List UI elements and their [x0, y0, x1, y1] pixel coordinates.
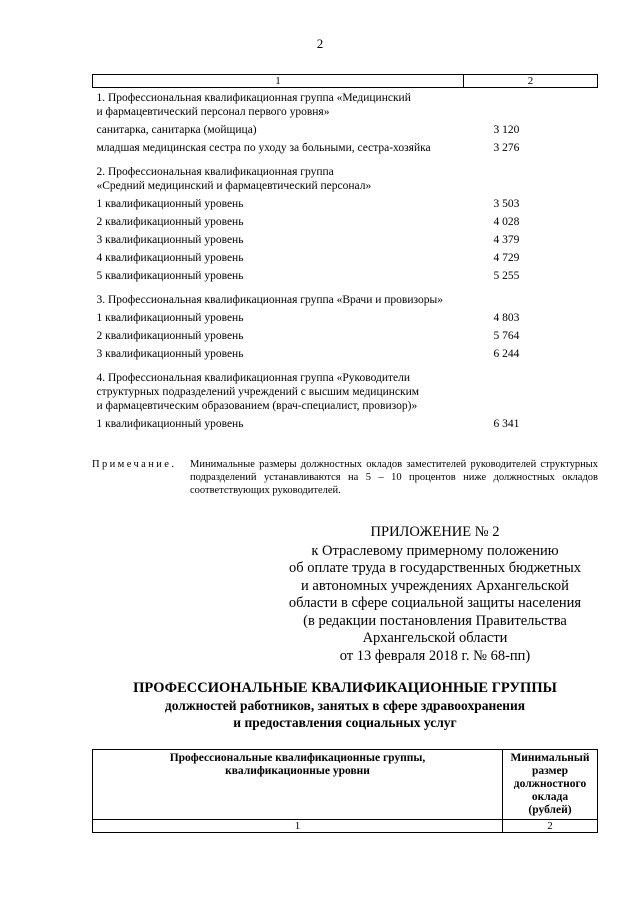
group-title-row: [93, 361, 598, 413]
group-title-line: 3. Профессиональная квалификационная группа «Врачи и провизоры»: [96, 294, 443, 306]
salary-value: 5 764: [493, 330, 520, 342]
group-title-line: и фармацевтическим образованием (врач-специалист, провизор)»: [96, 400, 418, 412]
header-line: квалификационные уровни: [225, 765, 370, 777]
heading-line-2: должностей работников, занятых в сфере здравоохранения: [164, 698, 526, 713]
qualification-label: 1 квалификационный уровень: [96, 418, 244, 430]
qualification-label: 3 квалификационный уровень: [96, 348, 244, 360]
groups-table: [92, 749, 598, 833]
header-groups-levels: [93, 750, 503, 820]
group-title-value: [464, 88, 598, 120]
group-title-line: 2. Профессиональная квалификационная группа: [96, 166, 334, 178]
salary-value: 4 379: [493, 234, 520, 246]
group-title: [93, 155, 464, 193]
appendix-line: и автономных учреждениях Архангельской: [301, 577, 569, 594]
salary-value: 4 729: [493, 252, 520, 264]
group-title: [93, 283, 464, 307]
column-number-2: 2: [464, 75, 598, 88]
column-number-row: [93, 820, 598, 833]
header-line: (рублей): [528, 804, 572, 816]
heading-line-3: и предоставления социальных услуг: [233, 715, 457, 730]
salary-value: 3 503: [493, 198, 520, 210]
qualification-label: 1 квалификационный уровень: [96, 312, 244, 324]
table-row: [93, 247, 598, 265]
appendix-line: Архангельской области: [362, 630, 508, 646]
salary-value: 3 276: [493, 142, 520, 154]
group-title-row: [93, 88, 598, 120]
qualification-label: 3 квалификационный уровень: [96, 234, 244, 246]
group-title-line: 1. Профессиональная квалификационная группа «Медицинский: [96, 92, 411, 104]
column-number-1: 1: [93, 75, 464, 88]
table-row: [93, 229, 598, 247]
table-row: [93, 211, 598, 229]
group-title: [93, 361, 464, 413]
appendix-line: области в сфере социальной защиты населения: [288, 595, 582, 611]
salary-value: 5 255: [493, 270, 520, 282]
group-title-row: [93, 155, 598, 193]
table-row: [93, 119, 598, 137]
qualification-label: младшая медицинская сестра по уходу за больными, сестра-хозяйка: [96, 142, 431, 154]
group-title-line: 4. Профессиональная квалификационная группа «Руководители: [96, 372, 411, 384]
qualification-label: 2 квалификационный уровень: [96, 330, 244, 342]
table-row: [93, 307, 598, 325]
appendix-line: (в редакции постановления Правительства: [303, 612, 567, 629]
salary-table: [92, 74, 598, 431]
table-row: [93, 343, 598, 361]
table-row: [93, 325, 598, 343]
salary-value: 6 244: [493, 348, 520, 360]
column-number-2: 2: [503, 820, 598, 833]
group-title-line: и фармацевтический персонал первого уровня»: [96, 106, 330, 118]
column-number-1: 1: [93, 820, 503, 833]
groups-table-header: [93, 750, 598, 820]
header-line: оклада: [531, 791, 569, 803]
appendix-line: к Отраслевому примерному положению: [311, 542, 559, 559]
qualification-label: 4 квалификационный уровень: [96, 252, 244, 264]
page-number: 2: [316, 36, 324, 51]
salary-value: 3 120: [493, 124, 520, 136]
qualification-label: 1 квалификационный уровень: [96, 198, 244, 210]
qualification-label: 2 квалификационный уровень: [96, 216, 244, 228]
salary-value: 4 803: [493, 312, 520, 324]
group-title-value: [464, 361, 598, 413]
group-title-value: [464, 155, 598, 193]
appendix-title: ПРИЛОЖЕНИЕ № 2: [370, 524, 500, 540]
table-row: [93, 265, 598, 283]
section-heading: [92, 680, 598, 731]
appendix-line: об оплате труда в государственных бюджетных: [289, 560, 581, 576]
header-line: размер: [532, 765, 568, 777]
qualification-label: санитарка, санитарка (мойщица): [96, 124, 257, 136]
group-title-value: [464, 283, 598, 307]
group-title: [93, 88, 464, 120]
note-text: Минимальные размеры должностных окладов заместителей руководителей структурных подразделений устанавливаются на 5 – 10 процентов ниже должностных окладов соответствующих руководителей.: [190, 459, 598, 496]
group-title-line: структурных подразделений учреждений с высшим медицинским: [96, 386, 420, 398]
table-row: [93, 137, 598, 155]
note-label: Примечание.: [92, 459, 177, 470]
appendix-block: [270, 524, 600, 665]
salary-value: 4 028: [493, 216, 520, 228]
table-row: [93, 193, 598, 211]
header-line: должностного: [513, 778, 587, 790]
table-header-row: [93, 75, 598, 88]
heading-line-1: ПРОФЕССИОНАЛЬНЫЕ КВАЛИФИКАЦИОННЫЕ ГРУППЫ: [133, 680, 557, 696]
appendix-line: от 13 февраля 2018 г. № 68-пп): [339, 647, 531, 664]
table-row: [93, 413, 598, 431]
header-line: Профессиональные квалификационные группы,: [169, 752, 426, 764]
header-line: Минимальный: [510, 752, 590, 764]
group-title-line: «Средний медицинский и фармацевтический персонал»: [96, 180, 372, 192]
header-min-salary: [503, 750, 598, 820]
salary-value: 6 341: [493, 418, 520, 430]
group-title-row: [93, 283, 598, 307]
qualification-label: 5 квалификационный уровень: [96, 270, 244, 282]
